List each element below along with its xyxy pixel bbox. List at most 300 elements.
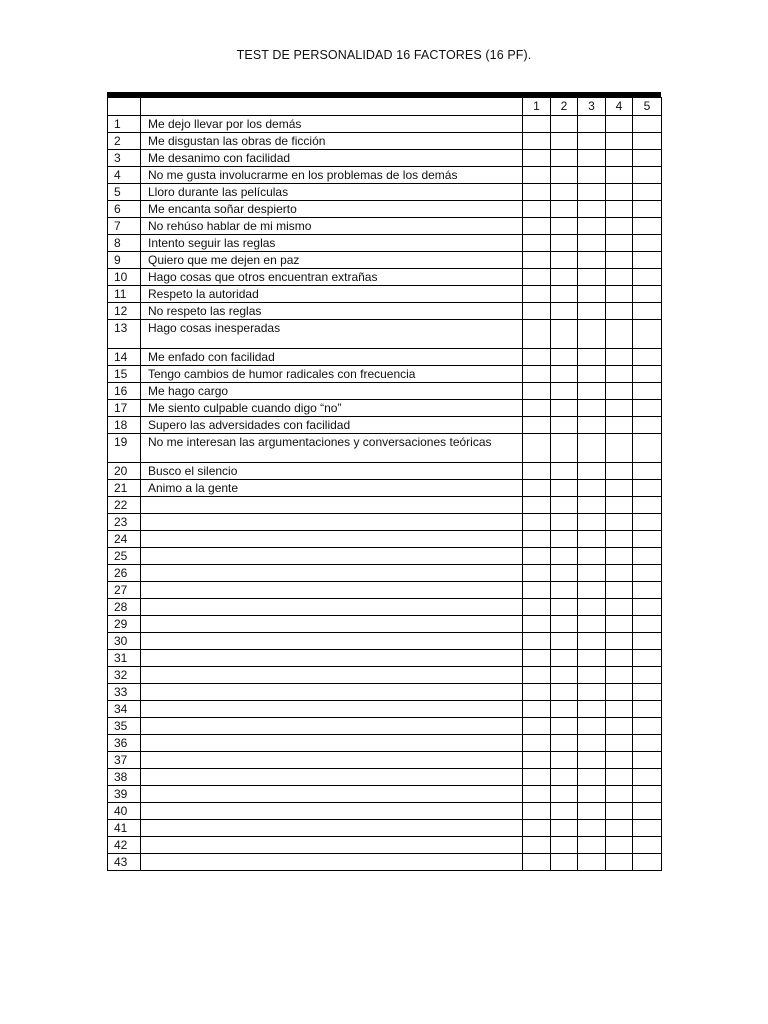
rating-cell-1[interactable] [523,854,551,871]
item-number: 43 [108,854,141,871]
rating-cell-4[interactable] [606,434,633,463]
rating-cell-2[interactable] [551,133,578,150]
table-row [108,803,662,820]
rating-cell-4[interactable] [606,684,633,701]
rating-cell-2[interactable] [551,184,578,201]
item-number: 20 [108,463,141,480]
rating-cell-4[interactable] [606,633,633,650]
rating-cell-4[interactable] [606,854,633,871]
scale-header-5: 5 [633,98,662,116]
rating-cell-1[interactable] [523,820,551,837]
header-statement-cell [141,98,523,116]
table-row [108,235,662,252]
item-number: 14 [108,349,141,366]
item-statement [141,582,523,599]
item-statement [141,548,523,565]
rating-cell-1[interactable] [523,400,551,417]
rating-cell-3[interactable] [578,252,606,269]
rating-cell-4[interactable] [606,531,633,548]
rating-cell-3[interactable] [578,167,606,184]
rating-cell-2[interactable] [551,531,578,548]
item-number: 42 [108,837,141,854]
rating-cell-3[interactable] [578,286,606,303]
rating-cell-2[interactable] [551,320,578,349]
rating-cell-4[interactable] [606,184,633,201]
rating-cell-1[interactable] [523,718,551,735]
rating-cell-2[interactable] [551,480,578,497]
rating-cell-3[interactable] [578,854,606,871]
rating-cell-2[interactable] [551,565,578,582]
rating-cell-1[interactable] [523,116,551,133]
rating-cell-2[interactable] [551,366,578,383]
rating-cell-3[interactable] [578,116,606,133]
header-num-cell [108,98,141,116]
rating-cell-5[interactable] [633,752,662,769]
rating-cell-5[interactable] [633,633,662,650]
rating-cell-2[interactable] [551,667,578,684]
rating-cell-1[interactable] [523,252,551,269]
item-number: 23 [108,514,141,531]
rating-cell-5[interactable] [633,320,662,349]
rating-cell-2[interactable] [551,803,578,820]
table-row [108,320,662,349]
rating-cell-1[interactable] [523,684,551,701]
item-number: 34 [108,701,141,718]
table-row [108,184,662,201]
rating-cell-5[interactable] [633,650,662,667]
rating-cell-4[interactable] [606,599,633,616]
item-statement [141,633,523,650]
table-row [108,269,662,286]
rating-cell-3[interactable] [578,303,606,320]
rating-cell-3[interactable] [578,752,606,769]
rating-cell-1[interactable] [523,383,551,400]
rating-cell-4[interactable] [606,133,633,150]
rating-cell-4[interactable] [606,349,633,366]
rating-cell-2[interactable] [551,269,578,286]
item-statement: Hago cosas inesperadas [141,320,523,349]
rating-cell-5[interactable] [633,701,662,718]
rating-cell-5[interactable] [633,616,662,633]
rating-cell-3[interactable] [578,786,606,803]
rating-cell-3[interactable] [578,565,606,582]
table-row [108,116,662,133]
item-statement: Animo a la gente [141,480,523,497]
table-row [108,548,662,565]
item-statement: Respeto la autoridad [141,286,523,303]
item-statement: Tengo cambios de humor radicales con frecuencia [141,366,523,383]
rating-cell-5[interactable] [633,480,662,497]
item-number: 24 [108,531,141,548]
rating-cell-4[interactable] [606,667,633,684]
rating-cell-3[interactable] [578,434,606,463]
rating-cell-3[interactable] [578,837,606,854]
rating-cell-3[interactable] [578,150,606,167]
rating-cell-2[interactable] [551,167,578,184]
rating-cell-3[interactable] [578,514,606,531]
rating-cell-5[interactable] [633,820,662,837]
rating-cell-4[interactable] [606,286,633,303]
rating-cell-2[interactable] [551,650,578,667]
item-statement [141,735,523,752]
item-number: 21 [108,480,141,497]
rating-cell-5[interactable] [633,434,662,463]
rating-cell-2[interactable] [551,684,578,701]
rating-cell-5[interactable] [633,303,662,320]
rating-cell-1[interactable] [523,366,551,383]
item-number: 1 [108,116,141,133]
rating-cell-5[interactable] [633,286,662,303]
rating-cell-3[interactable] [578,235,606,252]
rating-cell-2[interactable] [551,417,578,434]
rating-cell-1[interactable] [523,650,551,667]
rating-cell-5[interactable] [633,150,662,167]
item-number: 19 [108,434,141,463]
item-statement [141,786,523,803]
table-row [108,752,662,769]
rating-cell-3[interactable] [578,133,606,150]
scale-header-1: 1 [523,98,551,116]
rating-cell-3[interactable] [578,497,606,514]
rating-cell-1[interactable] [523,201,551,218]
rating-cell-1[interactable] [523,616,551,633]
rating-cell-4[interactable] [606,269,633,286]
rating-cell-2[interactable] [551,303,578,320]
rating-cell-5[interactable] [633,769,662,786]
rating-cell-2[interactable] [551,201,578,218]
rating-cell-3[interactable] [578,320,606,349]
rating-cell-3[interactable] [578,400,606,417]
rating-cell-4[interactable] [606,303,633,320]
rating-cell-3[interactable] [578,201,606,218]
rating-cell-5[interactable] [633,803,662,820]
rating-cell-4[interactable] [606,252,633,269]
rating-cell-4[interactable] [606,201,633,218]
scale-header-2: 2 [551,98,578,116]
rating-cell-1[interactable] [523,480,551,497]
rating-cell-3[interactable] [578,548,606,565]
item-number: 40 [108,803,141,820]
rating-cell-5[interactable] [633,786,662,803]
rating-cell-4[interactable] [606,548,633,565]
rating-cell-1[interactable] [523,235,551,252]
rating-cell-1[interactable] [523,349,551,366]
rating-cell-3[interactable] [578,218,606,235]
rating-cell-4[interactable] [606,400,633,417]
rating-cell-1[interactable] [523,320,551,349]
rating-cell-1[interactable] [523,434,551,463]
rating-cell-3[interactable] [578,582,606,599]
rating-cell-2[interactable] [551,718,578,735]
rating-cell-4[interactable] [606,718,633,735]
rating-cell-5[interactable] [633,349,662,366]
item-number: 35 [108,718,141,735]
rating-cell-4[interactable] [606,480,633,497]
rating-cell-3[interactable] [578,599,606,616]
rating-cell-3[interactable] [578,633,606,650]
rating-cell-5[interactable] [633,383,662,400]
rating-cell-1[interactable] [523,269,551,286]
rating-cell-5[interactable] [633,201,662,218]
item-statement [141,650,523,667]
rating-cell-5[interactable] [633,718,662,735]
rating-cell-4[interactable] [606,417,633,434]
rating-cell-5[interactable] [633,269,662,286]
rating-cell-2[interactable] [551,434,578,463]
rating-cell-2[interactable] [551,582,578,599]
rating-cell-4[interactable] [606,463,633,480]
rating-cell-1[interactable] [523,133,551,150]
table-row [108,684,662,701]
document-title: TEST DE PERSONALIDAD 16 FACTORES (16 PF). [236,48,532,62]
rating-cell-3[interactable] [578,667,606,684]
rating-cell-2[interactable] [551,820,578,837]
rating-cell-5[interactable] [633,837,662,854]
rating-cell-5[interactable] [633,667,662,684]
rating-cell-3[interactable] [578,417,606,434]
rating-cell-3[interactable] [578,383,606,400]
rating-cell-1[interactable] [523,531,551,548]
table-row [108,514,662,531]
rating-cell-3[interactable] [578,701,606,718]
rating-cell-4[interactable] [606,150,633,167]
rating-cell-1[interactable] [523,417,551,434]
rating-cell-4[interactable] [606,786,633,803]
rating-cell-2[interactable] [551,497,578,514]
rating-cell-1[interactable] [523,667,551,684]
item-statement: No respeto las reglas [141,303,523,320]
rating-cell-1[interactable] [523,769,551,786]
rating-cell-3[interactable] [578,718,606,735]
rating-cell-3[interactable] [578,349,606,366]
item-statement: Me desanimo con facilidad [141,150,523,167]
rating-cell-4[interactable] [606,735,633,752]
rating-cell-4[interactable] [606,218,633,235]
rating-cell-2[interactable] [551,599,578,616]
rating-cell-4[interactable] [606,752,633,769]
rating-cell-3[interactable] [578,769,606,786]
rating-cell-1[interactable] [523,582,551,599]
rating-cell-5[interactable] [633,548,662,565]
item-statement: Me hago cargo [141,383,523,400]
table-row [108,735,662,752]
rating-cell-4[interactable] [606,565,633,582]
rating-cell-4[interactable] [606,383,633,400]
item-statement: Intento seguir las reglas [141,235,523,252]
rating-cell-5[interactable] [633,565,662,582]
rating-cell-5[interactable] [633,497,662,514]
rating-cell-5[interactable] [633,252,662,269]
rating-cell-5[interactable] [633,582,662,599]
table-row [108,133,662,150]
rating-cell-2[interactable] [551,616,578,633]
rating-cell-2[interactable] [551,116,578,133]
item-number: 38 [108,769,141,786]
rating-cell-2[interactable] [551,786,578,803]
rating-cell-4[interactable] [606,497,633,514]
rating-cell-1[interactable] [523,701,551,718]
rating-cell-4[interactable] [606,514,633,531]
rating-cell-2[interactable] [551,235,578,252]
rating-cell-3[interactable] [578,531,606,548]
rating-cell-1[interactable] [523,735,551,752]
rating-cell-2[interactable] [551,633,578,650]
rating-cell-5[interactable] [633,167,662,184]
rating-cell-2[interactable] [551,701,578,718]
rating-cell-1[interactable] [523,548,551,565]
table-row [108,400,662,417]
rating-cell-4[interactable] [606,235,633,252]
item-statement: No me gusta involucrarme en los problemas de los demás [141,167,523,184]
rating-cell-3[interactable] [578,184,606,201]
item-statement: Lloro durante las películas [141,184,523,201]
item-statement [141,854,523,871]
rating-cell-5[interactable] [633,218,662,235]
item-number: 16 [108,383,141,400]
rating-cell-2[interactable] [551,463,578,480]
item-statement [141,514,523,531]
table-row [108,463,662,480]
rating-cell-5[interactable] [633,116,662,133]
rating-cell-4[interactable] [606,820,633,837]
rating-cell-5[interactable] [633,514,662,531]
table-row [108,349,662,366]
rating-cell-5[interactable] [633,184,662,201]
rating-cell-4[interactable] [606,116,633,133]
rating-cell-5[interactable] [633,417,662,434]
item-number: 27 [108,582,141,599]
table-row [108,718,662,735]
rating-cell-3[interactable] [578,650,606,667]
rating-cell-5[interactable] [633,366,662,383]
item-statement [141,684,523,701]
rating-cell-2[interactable] [551,218,578,235]
rating-cell-4[interactable] [606,701,633,718]
item-statement [141,803,523,820]
rating-cell-1[interactable] [523,514,551,531]
item-number: 18 [108,417,141,434]
rating-cell-2[interactable] [551,735,578,752]
rating-cell-1[interactable] [523,786,551,803]
rating-cell-5[interactable] [633,463,662,480]
rating-cell-3[interactable] [578,820,606,837]
rating-cell-4[interactable] [606,366,633,383]
table-row [108,150,662,167]
item-statement: Busco el silencio [141,463,523,480]
rating-cell-1[interactable] [523,497,551,514]
rating-cell-5[interactable] [633,400,662,417]
item-number: 39 [108,786,141,803]
rating-cell-1[interactable] [523,565,551,582]
rating-cell-3[interactable] [578,463,606,480]
rating-cell-4[interactable] [606,167,633,184]
rating-cell-3[interactable] [578,803,606,820]
scale-header-row [108,98,662,116]
item-number: 10 [108,269,141,286]
rating-cell-1[interactable] [523,633,551,650]
rating-cell-2[interactable] [551,769,578,786]
rating-cell-1[interactable] [523,837,551,854]
scale-header-3: 3 [578,98,606,116]
rating-cell-2[interactable] [551,383,578,400]
rating-cell-2[interactable] [551,252,578,269]
rating-cell-1[interactable] [523,218,551,235]
rating-cell-4[interactable] [606,320,633,349]
rating-cell-2[interactable] [551,400,578,417]
rating-cell-1[interactable] [523,303,551,320]
item-number: 28 [108,599,141,616]
rating-cell-4[interactable] [606,616,633,633]
rating-cell-3[interactable] [578,616,606,633]
rating-cell-5[interactable] [633,735,662,752]
item-number: 37 [108,752,141,769]
rating-cell-3[interactable] [578,684,606,701]
rating-cell-3[interactable] [578,480,606,497]
item-statement [141,531,523,548]
item-number: 25 [108,548,141,565]
rating-cell-4[interactable] [606,837,633,854]
rating-cell-4[interactable] [606,582,633,599]
rating-cell-4[interactable] [606,803,633,820]
rating-cell-2[interactable] [551,150,578,167]
rating-cell-3[interactable] [578,366,606,383]
table-row [108,531,662,548]
item-statement: Me disgustan las obras de ficción [141,133,523,150]
rating-cell-1[interactable] [523,286,551,303]
table-row [108,252,662,269]
rating-cell-5[interactable] [633,235,662,252]
rating-cell-5[interactable] [633,531,662,548]
table-row [108,582,662,599]
item-number: 32 [108,667,141,684]
rating-cell-1[interactable] [523,167,551,184]
rating-cell-1[interactable] [523,803,551,820]
table-row [108,497,662,514]
table-row [108,650,662,667]
rating-cell-5[interactable] [633,684,662,701]
item-statement: Supero las adversidades con facilidad [141,417,523,434]
rating-cell-3[interactable] [578,735,606,752]
rating-cell-2[interactable] [551,514,578,531]
rating-cell-2[interactable] [551,548,578,565]
scale-header-4: 4 [606,98,633,116]
rating-cell-4[interactable] [606,769,633,786]
rating-cell-1[interactable] [523,599,551,616]
rating-cell-3[interactable] [578,269,606,286]
item-number: 22 [108,497,141,514]
rating-cell-2[interactable] [551,286,578,303]
rating-cell-1[interactable] [523,150,551,167]
rating-cell-5[interactable] [633,599,662,616]
rating-cell-1[interactable] [523,184,551,201]
rating-cell-2[interactable] [551,752,578,769]
item-statement [141,616,523,633]
item-number: 5 [108,184,141,201]
rating-cell-2[interactable] [551,349,578,366]
rating-cell-2[interactable] [551,854,578,871]
rating-cell-5[interactable] [633,133,662,150]
item-statement: Me encanta soñar despierto [141,201,523,218]
rating-cell-4[interactable] [606,650,633,667]
item-statement [141,769,523,786]
rating-cell-1[interactable] [523,463,551,480]
rating-cell-1[interactable] [523,752,551,769]
item-number: 31 [108,650,141,667]
rating-cell-5[interactable] [633,854,662,871]
rating-cell-2[interactable] [551,837,578,854]
item-number: 12 [108,303,141,320]
item-statement: No me interesan las argumentaciones y conversaciones teóricas [141,434,523,463]
